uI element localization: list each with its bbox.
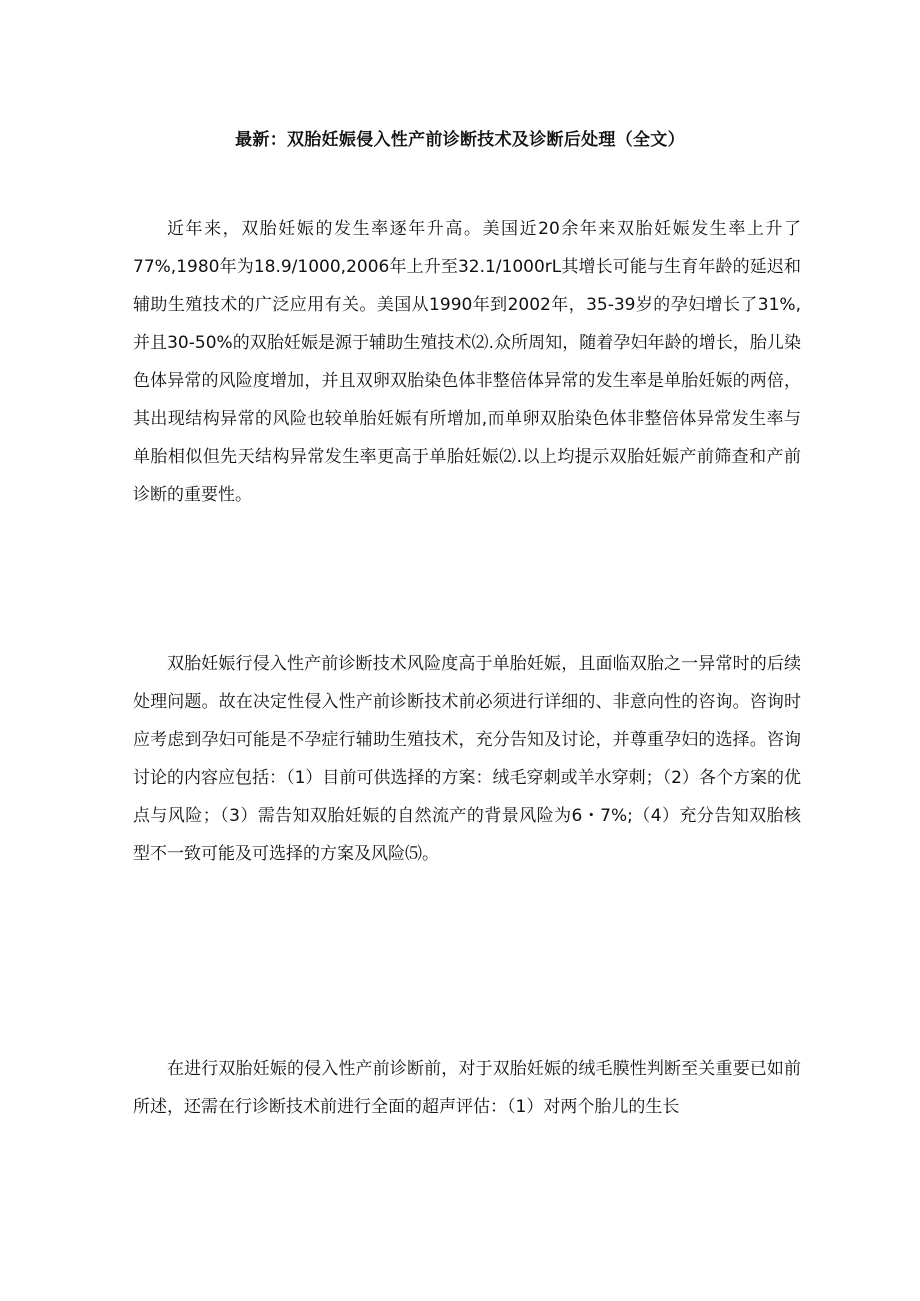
paragraph-1: 近年来，双胎妊娠的发生率逐年升高。美国近20余年来双胎妊娠发生率上升了77%,1980年为18.9/1000,2006年上升至32.1/1000rL其增长可能与生育年龄的延迟和辅助生殖技术的广泛应用有关。美国从1990年到2002年，35-39岁的孕妇增长了31%,并且30-50%的双胎妊娠是源于辅助生殖技术⑵.众所周知，随着孕妇年龄的增长，胎儿染色体异常的风险度增加，并且双卵双胎染色体非整倍体异常的发生率是单胎妊娠的两倍，其出现结构异常的风险也较单胎妊娠有所增加,而单卵双胎染色体非整倍体异常发生率与单胎相似但先天结构异常发生率更高于单胎妊娠⑵.以上均提示双胎妊娠产前筛查和产前诊断的重要性。 [133,219,801,505]
document-title: 最新：双胎妊娠侵入性产前诊断技术及诊断后处理（全文） [235,130,685,150]
paragraph-2: 双胎妊娠行侵入性产前诊断技术风险度高于单胎妊娠，且面临双胎之一异常时的后续处理问题。故在决定性侵入性产前诊断技术前必须进行详细的、非意向性的咨询。咨询时应考虑到孕妇可能是不孕症行辅助生殖技术，充分告知及讨论，并尊重孕妇的选择。咨询讨论的内容应包括：（1）目前可供选择的方案：绒毛穿刺或羊水穿刺；（2）各个方案的优点与风险；（3）需告知双胎妊娠的自然流产的背景风险为6・7%;（4）充分告知双胎核型不一致可能及可选择的方案及风险⑸。 [133,654,801,864]
paragraph-3: 在进行双胎妊娠的侵入性产前诊断前，对于双胎妊娠的绒毛膜性判断至关重要已如前所述，还需在行诊断技术前进行全面的超声评估：（1）对两个胎儿的生长 [133,1059,801,1117]
